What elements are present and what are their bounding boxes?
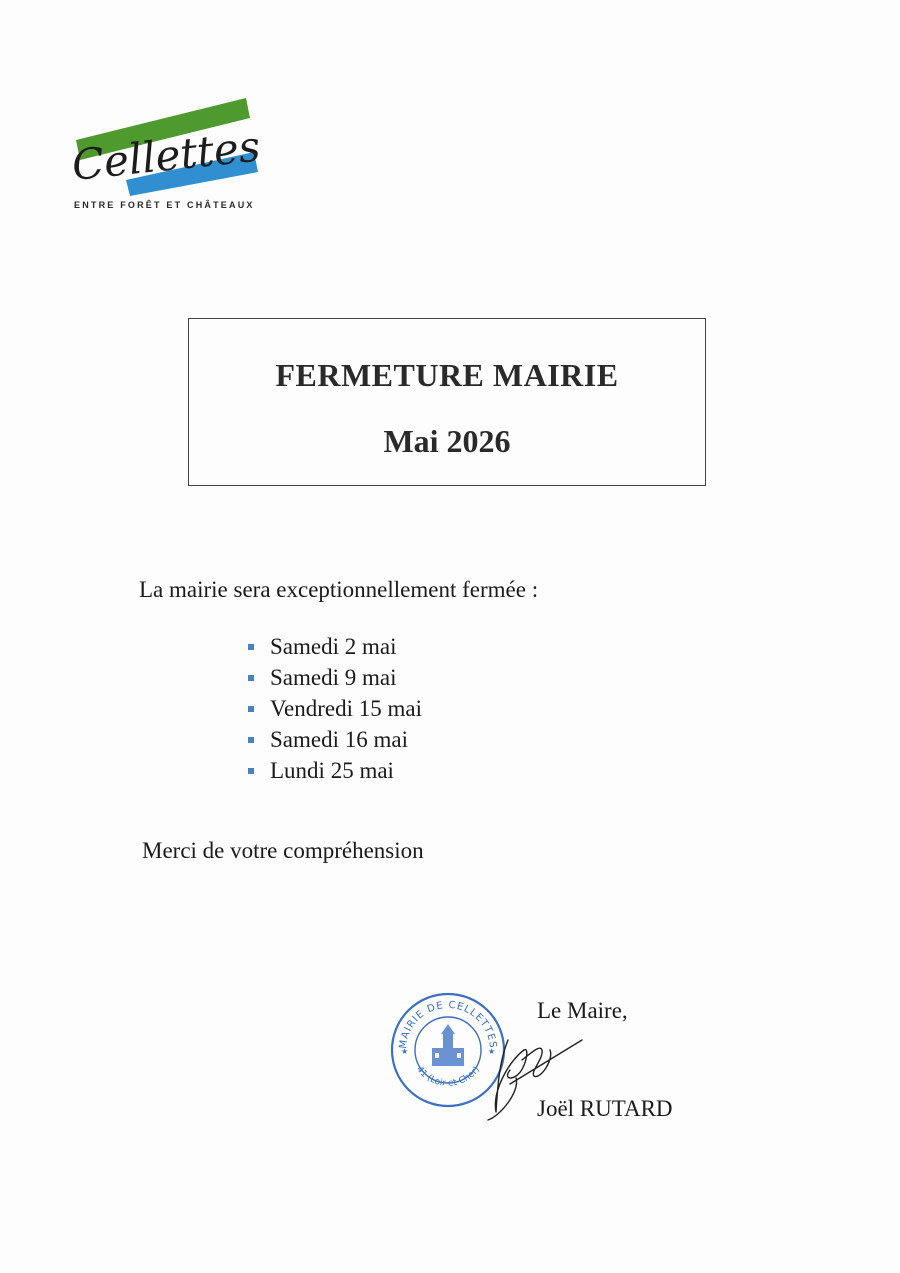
title-box [188, 318, 706, 486]
closure-date: Samedi 9 mai [270, 665, 397, 690]
stamp-building-icon [432, 1024, 464, 1066]
star-icon: ★ [488, 1047, 496, 1056]
closure-date: Samedi 16 mai [270, 727, 408, 752]
notice-subtitle: Mai 2026 [383, 423, 511, 459]
logo [68, 90, 268, 215]
intro-text: La mairie sera exceptionnellement fermée : [139, 577, 539, 602]
list-item [245, 724, 422, 755]
closure-date: Samedi 2 mai [270, 634, 397, 659]
star-icon: ★ [401, 1047, 409, 1056]
list-item [245, 755, 422, 786]
notice-title: FERMETURE MAIRIE [275, 357, 619, 393]
mayor-title: Le Maire, [537, 998, 628, 1023]
square-bullet-icon [248, 644, 254, 650]
stamp-text-bottom: 41 (Loir et Cher) [414, 1064, 482, 1089]
square-bullet-icon [248, 768, 254, 774]
closure-date: Lundi 25 mai [270, 758, 394, 783]
square-bullet-icon [248, 737, 254, 743]
logo-wordmark: Cellettes [69, 121, 263, 190]
thanks-text: Merci de votre compréhension [142, 838, 424, 863]
square-bullet-icon [248, 706, 254, 712]
closure-date: Vendredi 15 mai [270, 696, 423, 721]
logo-tagline: ENTRE FORÊT ET CHÂTEAUX [74, 200, 255, 210]
cellettes-logo-graphic [68, 90, 268, 200]
list-item [245, 662, 422, 693]
stamp-text-top: MAIRIE DE CELLETTES [397, 999, 499, 1050]
square-bullet-icon [248, 675, 254, 681]
mayor-name: Joël RUTARD [537, 1096, 673, 1121]
list-item [245, 631, 422, 662]
list-item [245, 693, 422, 724]
closure-dates-list [245, 631, 422, 786]
